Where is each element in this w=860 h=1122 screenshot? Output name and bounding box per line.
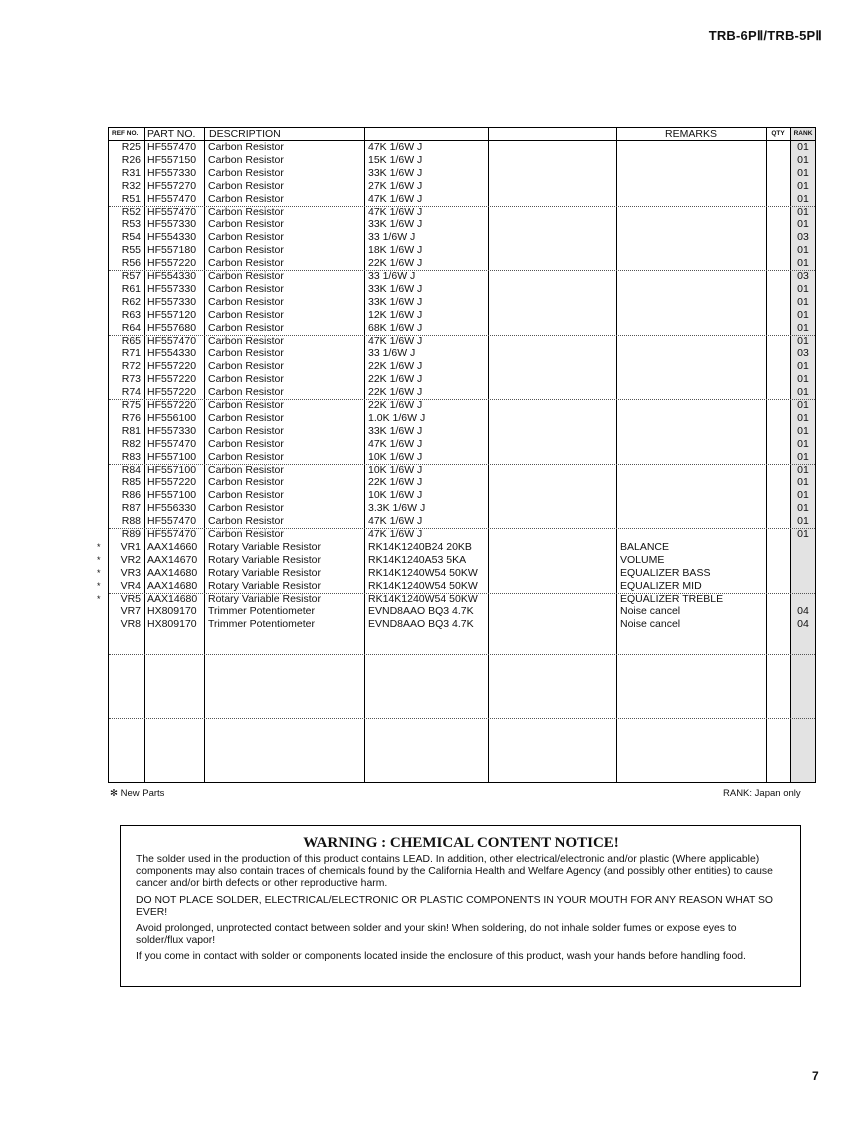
table-row xyxy=(109,360,815,373)
table-row xyxy=(97,566,815,580)
cell-ref: R57 xyxy=(121,270,141,282)
new-part-marker: * xyxy=(97,554,101,565)
cell-ref: R83 xyxy=(121,450,141,463)
col-header-rank: RANK xyxy=(793,130,813,137)
col-header-remarks: REMARKS xyxy=(665,128,717,140)
table-row xyxy=(109,502,815,515)
cell-desc: Carbon Resistor xyxy=(208,231,284,244)
cell-part: HX809170 xyxy=(147,618,197,631)
cell-rank: 03 xyxy=(797,270,809,282)
cell-desc: Carbon Resistor xyxy=(208,244,284,257)
new-parts-note: ✻ New Parts xyxy=(110,788,165,799)
cell-desc: Carbon Resistor xyxy=(208,218,284,231)
cell-desc: Carbon Resistor xyxy=(208,295,284,308)
table-row xyxy=(109,206,815,219)
cell-ref: VR5 xyxy=(120,592,141,605)
cell-desc: Rotary Variable Resistor xyxy=(208,553,322,566)
cell-desc: Rotary Variable Resistor xyxy=(208,540,322,553)
cell-ref: R71 xyxy=(121,347,141,360)
cell-part: HF557470 xyxy=(147,141,197,153)
cell-spec: 47K 1/6W J xyxy=(368,334,423,347)
cell-desc: Carbon Resistor xyxy=(208,463,284,476)
cell-part: HF554330 xyxy=(147,231,197,244)
cell-ref: R52 xyxy=(121,205,141,218)
cell-rank: 01 xyxy=(797,424,809,437)
cell-desc: Trimmer Potentiometer xyxy=(208,618,315,631)
cell-rank: 01 xyxy=(797,411,809,424)
cell-spec: 15K 1/6W J xyxy=(368,153,423,166)
cell-rank: 01 xyxy=(797,373,809,386)
table-row xyxy=(109,283,815,296)
row-group-divider xyxy=(109,399,815,400)
cell-remarks: Noise cancel xyxy=(620,618,681,631)
cell-desc: Carbon Resistor xyxy=(208,334,284,347)
cell-rank: 01 xyxy=(797,463,809,476)
cell-part: HF557330 xyxy=(147,424,197,437)
cell-desc: Carbon Resistor xyxy=(208,373,284,386)
cell-rank: 01 xyxy=(797,192,809,205)
cell-spec: 1.0K 1/6W J xyxy=(368,411,426,424)
cell-desc: Carbon Resistor xyxy=(208,321,284,334)
cell-desc: Carbon Resistor xyxy=(208,179,284,192)
cell-ref: R62 xyxy=(121,295,141,308)
cell-rank: 01 xyxy=(797,502,809,515)
table-row xyxy=(109,412,815,425)
cell-desc: Carbon Resistor xyxy=(208,386,284,399)
cell-spec: 47K 1/6W J xyxy=(368,141,423,153)
cell-spec: 47K 1/6W J xyxy=(368,205,423,218)
cell-ref: R81 xyxy=(121,424,141,437)
table-row xyxy=(109,296,815,309)
cell-spec: 33K 1/6W J xyxy=(368,218,423,231)
cell-part: HF557120 xyxy=(147,308,197,321)
table-row xyxy=(109,309,815,322)
table-row xyxy=(109,476,815,489)
table-row xyxy=(109,347,815,360)
table-row xyxy=(109,244,815,257)
cell-spec: 18K 1/6W J xyxy=(368,244,423,257)
cell-part: HF557150 xyxy=(147,153,197,166)
cell-spec: 47K 1/6W J xyxy=(368,515,423,528)
cell-spec: 33K 1/6W J xyxy=(368,295,423,308)
table-row xyxy=(109,438,815,451)
cell-ref: R31 xyxy=(121,166,141,179)
cell-ref: VR1 xyxy=(120,540,141,553)
cell-spec: 33K 1/6W J xyxy=(368,282,423,295)
cell-part: HF557100 xyxy=(147,489,197,502)
model-name: TRB-6PⅡ/TRB-5PⅡ xyxy=(708,28,822,43)
cell-part: HF557220 xyxy=(147,360,197,373)
cell-rank: 01 xyxy=(797,179,809,192)
cell-part: AAX14680 xyxy=(147,592,198,605)
cell-spec: 10K 1/6W J xyxy=(368,489,423,502)
cell-ref: R73 xyxy=(121,373,141,386)
table-row xyxy=(109,167,815,180)
row-group-divider xyxy=(109,654,815,655)
cell-remarks: EQUALIZER MID xyxy=(620,579,702,592)
cell-part: HF557470 xyxy=(147,192,197,205)
table-row xyxy=(109,373,815,386)
cell-spec: 22K 1/6W J xyxy=(368,399,423,411)
cell-part: HF557330 xyxy=(147,218,197,231)
cell-ref: R54 xyxy=(121,231,141,244)
cell-spec: 33 1/6W J xyxy=(368,231,416,244)
cell-rank: 01 xyxy=(797,360,809,373)
cell-ref: R53 xyxy=(121,218,141,231)
cell-spec: 33K 1/6W J xyxy=(368,424,423,437)
col-header-ref: REF NO. xyxy=(112,130,139,137)
table-row xyxy=(109,231,815,244)
cell-ref: VR3 xyxy=(120,566,141,579)
parts-list-table xyxy=(97,127,816,783)
cell-spec: 27K 1/6W J xyxy=(368,179,423,192)
cell-spec: 10K 1/6W J xyxy=(368,450,423,463)
table-row xyxy=(97,592,815,606)
cell-rank: 04 xyxy=(797,618,809,631)
cell-desc: Carbon Resistor xyxy=(208,450,284,463)
cell-spec: RK14K1240W54 50KW xyxy=(368,579,478,592)
cell-rank: 01 xyxy=(797,489,809,502)
cell-ref: R56 xyxy=(121,257,141,270)
new-part-marker: * xyxy=(97,567,101,578)
cell-part: AAX14670 xyxy=(147,553,198,566)
cell-part: HF557470 xyxy=(147,205,197,218)
cell-ref: R72 xyxy=(121,360,141,373)
cell-part: HF554330 xyxy=(147,270,197,282)
table-row xyxy=(109,193,815,206)
cell-part: AAX14680 xyxy=(147,579,198,592)
cell-ref: R82 xyxy=(121,437,141,450)
cell-rank: 01 xyxy=(797,282,809,295)
cell-ref: R75 xyxy=(121,399,141,411)
cell-spec: EVND8AAO BQ3 4.7K xyxy=(368,605,474,618)
cell-desc: Carbon Resistor xyxy=(208,270,284,282)
table-row xyxy=(109,425,815,438)
cell-desc: Carbon Resistor xyxy=(208,411,284,424)
cell-part: HF557220 xyxy=(147,257,197,270)
table-row xyxy=(109,618,815,631)
table-row xyxy=(109,154,815,167)
row-group-divider xyxy=(109,528,815,529)
row-group-divider xyxy=(109,335,815,336)
cell-ref: R32 xyxy=(121,179,141,192)
cell-remarks: VOLUME xyxy=(620,553,665,566)
cell-rank: 01 xyxy=(797,153,809,166)
cell-rank: 01 xyxy=(797,476,809,489)
cell-rank: 01 xyxy=(797,257,809,270)
cell-rank: 03 xyxy=(797,347,809,360)
row-group-divider xyxy=(109,718,815,719)
cell-part: HF557220 xyxy=(147,399,197,411)
cell-spec: 47K 1/6W J xyxy=(368,437,423,450)
cell-spec: 33 1/6W J xyxy=(368,347,416,360)
table-row xyxy=(109,605,815,618)
cell-remarks: Noise cancel xyxy=(620,605,681,618)
cell-spec: 22K 1/6W J xyxy=(368,386,423,399)
table-row xyxy=(109,335,815,348)
cell-desc: Carbon Resistor xyxy=(208,515,284,528)
cell-desc: Carbon Resistor xyxy=(208,528,284,540)
cell-part: HF557470 xyxy=(147,528,197,540)
cell-desc: Carbon Resistor xyxy=(208,153,284,166)
cell-rank: 01 xyxy=(797,334,809,347)
chemical-warning-box xyxy=(120,825,801,987)
row-group-divider xyxy=(109,206,815,207)
cell-desc: Carbon Resistor xyxy=(208,347,284,360)
row-group-divider xyxy=(109,593,815,594)
cell-rank: 01 xyxy=(797,399,809,411)
cell-part: HF557470 xyxy=(147,515,197,528)
cell-ref: R25 xyxy=(121,141,141,153)
cell-part: HF557180 xyxy=(147,244,197,257)
new-part-marker: * xyxy=(97,593,101,604)
cell-desc: Rotary Variable Resistor xyxy=(208,579,322,592)
cell-spec: 10K 1/6W J xyxy=(368,463,423,476)
cell-rank: 01 xyxy=(797,386,809,399)
cell-ref: R65 xyxy=(121,334,141,347)
cell-spec: 12K 1/6W J xyxy=(368,308,423,321)
cell-desc: Carbon Resistor xyxy=(208,360,284,373)
row-group-divider xyxy=(109,270,815,271)
page-number: 7 xyxy=(812,1069,819,1083)
table-row xyxy=(109,322,815,335)
cell-ref: R51 xyxy=(121,192,141,205)
cell-spec: 33K 1/6W J xyxy=(368,166,423,179)
table-row xyxy=(109,489,815,502)
cell-desc: Trimmer Potentiometer xyxy=(208,605,315,618)
cell-desc: Carbon Resistor xyxy=(208,192,284,205)
cell-part: HF557220 xyxy=(147,373,197,386)
cell-part: HF557330 xyxy=(147,166,197,179)
warning-paragraph: The solder used in the production of this product contains LEAD. In addition, other electrical/electronic and/or plastic (Where applicable) components may also contain traces of chemicals found by the California Health and Welfare Agency (and possibly other entities) to cause cancer and/or birth defects or other reproductive harm. xyxy=(136,854,773,890)
cell-part: HF557270 xyxy=(147,179,197,192)
cell-spec: EVND8AAO BQ3 4.7K xyxy=(368,618,474,631)
cell-part: HF557100 xyxy=(147,463,197,476)
warning-paragraph: Avoid prolonged, unprotected contact between solder and your skin! When soldering, do not inhale solder fumes or expose eyes to solder/flux vapor! xyxy=(136,923,737,947)
table-row xyxy=(109,464,815,477)
cell-part: HX809170 xyxy=(147,605,197,618)
rank-note: RANK: Japan only xyxy=(723,788,801,799)
cell-spec: 22K 1/6W J xyxy=(368,360,423,373)
cell-part: HF557470 xyxy=(147,437,197,450)
cell-rank: 01 xyxy=(797,437,809,450)
cell-rank: 01 xyxy=(797,166,809,179)
cell-ref: VR7 xyxy=(120,605,141,618)
table-row xyxy=(109,528,815,541)
col-header-part: PART NO. xyxy=(147,128,196,140)
cell-remarks: EQUALIZER BASS xyxy=(620,566,711,579)
cell-ref: R26 xyxy=(121,153,141,166)
cell-spec: RK14K1240B24 20KB xyxy=(368,540,472,553)
cell-ref: R84 xyxy=(121,463,141,476)
cell-ref: R61 xyxy=(121,282,141,295)
cell-spec: 22K 1/6W J xyxy=(368,257,423,270)
table-row xyxy=(109,451,815,464)
table-row xyxy=(109,270,815,283)
cell-ref: R86 xyxy=(121,489,141,502)
cell-part: HF554330 xyxy=(147,347,197,360)
cell-desc: Carbon Resistor xyxy=(208,308,284,321)
cell-rank: 01 xyxy=(797,321,809,334)
cell-desc: Rotary Variable Resistor xyxy=(208,592,322,605)
cell-part: HF557220 xyxy=(147,476,197,489)
cell-part: HF557100 xyxy=(147,450,197,463)
row-group-divider xyxy=(109,464,815,465)
cell-spec: 68K 1/6W J xyxy=(368,321,423,334)
cell-desc: Carbon Resistor xyxy=(208,489,284,502)
cell-part: HF557680 xyxy=(147,321,197,334)
cell-rank: 04 xyxy=(797,605,809,618)
cell-desc: Carbon Resistor xyxy=(208,399,284,411)
cell-part: HF557470 xyxy=(147,334,197,347)
cell-rank: 01 xyxy=(797,218,809,231)
cell-ref: VR8 xyxy=(120,618,141,631)
cell-desc: Carbon Resistor xyxy=(208,141,284,153)
cell-rank: 01 xyxy=(797,308,809,321)
cell-desc: Carbon Resistor xyxy=(208,282,284,295)
table-row xyxy=(97,553,815,567)
table-row xyxy=(97,540,815,554)
col-header-desc: DESCRIPTION xyxy=(209,128,281,140)
cell-ref: R74 xyxy=(121,386,141,399)
cell-spec: 33 1/6W J xyxy=(368,270,416,282)
cell-part: AAX14660 xyxy=(147,540,198,553)
cell-part: AAX14680 xyxy=(147,566,198,579)
cell-part: HF557330 xyxy=(147,295,197,308)
cell-rank: 01 xyxy=(797,244,809,257)
cell-part: HF557220 xyxy=(147,386,197,399)
cell-spec: RK14K1240A53 5KA xyxy=(368,553,467,566)
cell-spec: 47K 1/6W J xyxy=(368,192,423,205)
cell-spec: 47K 1/6W J xyxy=(368,528,423,540)
table-row xyxy=(109,180,815,193)
cell-ref: R76 xyxy=(121,411,141,424)
cell-desc: Carbon Resistor xyxy=(208,424,284,437)
cell-part: HF557330 xyxy=(147,282,197,295)
warning-paragraph: If you come in contact with solder or components located inside the enclosure of this product, wash your hands before handling food. xyxy=(136,951,746,963)
cell-rank: 03 xyxy=(797,231,809,244)
new-part-marker: * xyxy=(97,541,101,552)
cell-rank: 01 xyxy=(797,450,809,463)
cell-ref: R64 xyxy=(121,321,141,334)
cell-ref: R85 xyxy=(121,476,141,489)
cell-part: HF556100 xyxy=(147,411,197,424)
cell-desc: Carbon Resistor xyxy=(208,437,284,450)
col-header-qty: QTY xyxy=(771,130,785,137)
warning-title: WARNING : CHEMICAL CONTENT NOTICE! xyxy=(303,835,619,851)
cell-ref: R55 xyxy=(121,244,141,257)
new-part-marker: * xyxy=(97,580,101,591)
cell-rank: 01 xyxy=(797,141,809,153)
cell-desc: Carbon Resistor xyxy=(208,476,284,489)
cell-part: HF556330 xyxy=(147,502,197,515)
cell-spec: 3.3K 1/6W J xyxy=(368,502,426,515)
cell-rank: 01 xyxy=(797,528,809,540)
table-row xyxy=(97,579,815,593)
cell-spec: 22K 1/6W J xyxy=(368,373,423,386)
cell-rank: 01 xyxy=(797,515,809,528)
table-row xyxy=(109,399,815,412)
table-row xyxy=(109,218,815,231)
cell-desc: Carbon Resistor xyxy=(208,166,284,179)
cell-ref: VR2 xyxy=(120,553,141,566)
cell-desc: Rotary Variable Resistor xyxy=(208,566,322,579)
cell-desc: Carbon Resistor xyxy=(208,257,284,270)
cell-spec: 22K 1/6W J xyxy=(368,476,423,489)
cell-desc: Carbon Resistor xyxy=(208,502,284,515)
cell-spec: RK14K1240W54 50KW xyxy=(368,592,478,605)
cell-ref: R63 xyxy=(121,308,141,321)
cell-ref: R87 xyxy=(121,502,141,515)
warning-paragraph: DO NOT PLACE SOLDER, ELECTRICAL/ELECTRONIC OR PLASTIC COMPONENTS IN YOUR MOUTH FOR ANY REASON WHAT SO EVER! xyxy=(136,894,774,918)
cell-remarks: EQUALIZER TREBLE xyxy=(620,592,724,605)
cell-ref: VR4 xyxy=(120,579,141,592)
cell-spec: RK14K1240W54 50KW xyxy=(368,566,478,579)
table-row xyxy=(109,141,815,154)
cell-remarks: BALANCE xyxy=(620,540,670,553)
cell-rank: 01 xyxy=(797,205,809,218)
cell-desc: Carbon Resistor xyxy=(208,205,284,218)
table-row xyxy=(109,386,815,399)
table-row xyxy=(109,515,815,528)
cell-ref: R88 xyxy=(121,515,141,528)
cell-ref: R89 xyxy=(121,528,141,540)
cell-rank: 01 xyxy=(797,295,809,308)
table-row xyxy=(109,257,815,270)
